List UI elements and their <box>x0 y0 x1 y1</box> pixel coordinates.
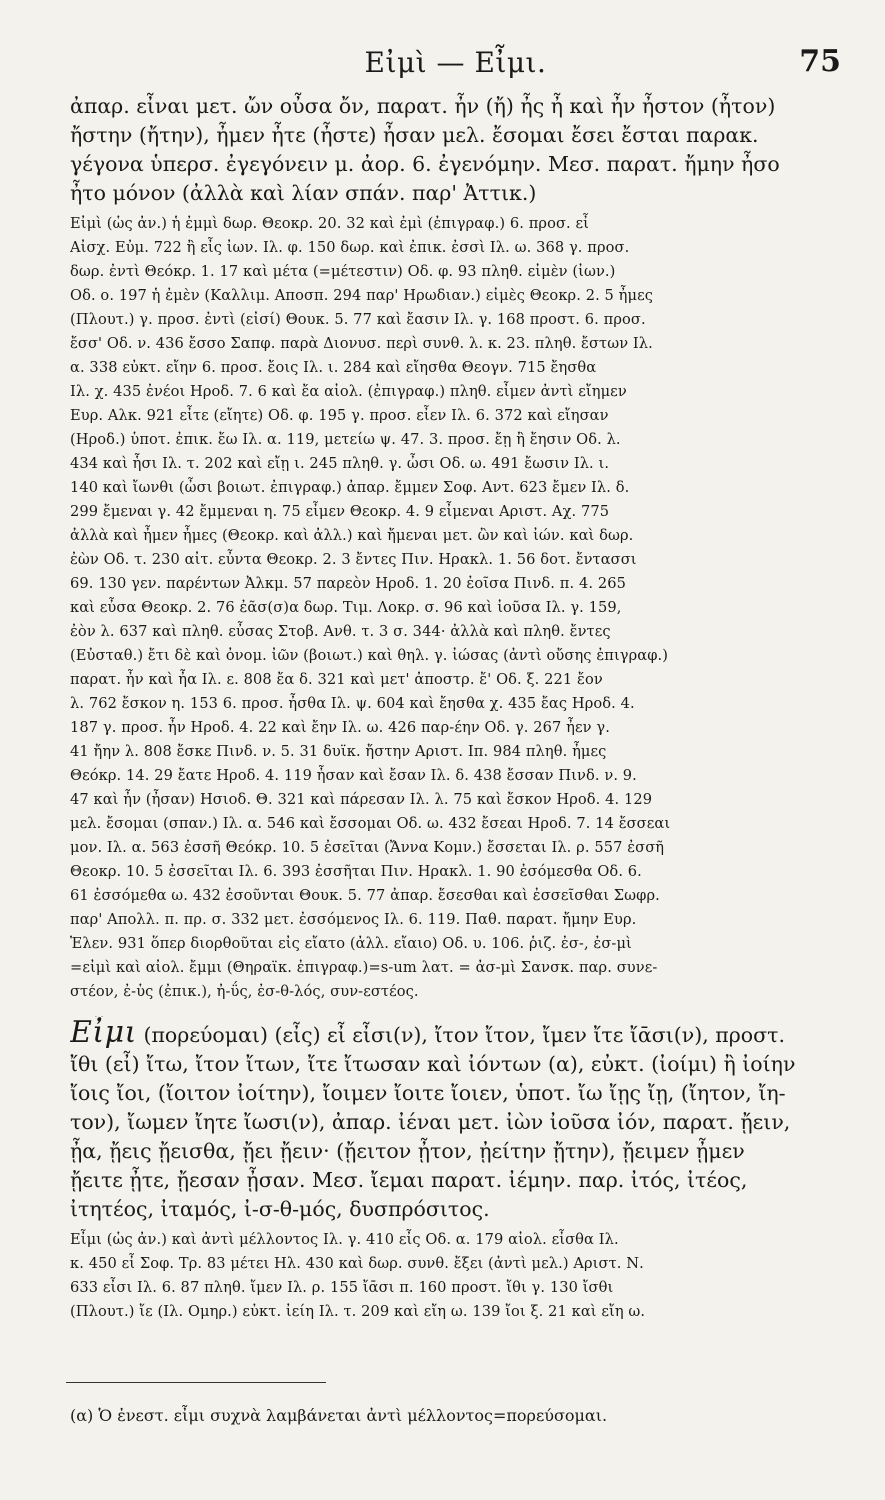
text-line: (πορεύομαι) (εἶς) εἶ εἶσι(ν), ἴτον ἴτον, ἴμεν ἴτε ἴᾱσι(ν), προστ. <box>143 1023 785 1047</box>
text-line: 61 ἐσσόμεθα ω. 432 ἐσοῦνται Θουκ. 5. 77 ἀπαρ. ἔσεσθαι καὶ ἐσσεῖσθαι Σωφρ. <box>70 887 660 904</box>
headword: Εἶμι <box>70 1016 137 1050</box>
entry-eimi-be-conjugation <box>70 92 841 208</box>
text-line: παρατ. ἦν καὶ ἦα Ιλ. ε. 808 ἔα δ. 321 καὶ μετ' ἀποστρ. ἔ' Οδ. ξ. 221 ἔον <box>70 671 603 688</box>
entry-eimi-go-conjugation <box>70 1050 841 1224</box>
text-line: 434 καὶ ἧσι Ιλ. τ. 202 καὶ εἴῃ ι. 245 πληθ. γ. ὦσι Οδ. ω. 491 ἔωσιν Ιλ. ι. <box>70 455 610 472</box>
page-header <box>70 40 841 92</box>
entry-eimi-go-notes <box>70 1228 841 1324</box>
text-line: 299 ἔμεναι γ. 42 ἔμμεναι η. 75 εἶμεν Θεοκρ. 4. 9 εἶμεναι Αριστ. Αχ. 775 <box>70 503 610 520</box>
footnote-rule <box>66 1382 326 1383</box>
text-line: Θεοκρ. 10. 5 ἐσσεῖται Ιλ. 6. 393 ἐσσῆται Πιν. Ηρακλ. 1. 90 ἐσόμεσθα Οδ. 6. <box>70 863 642 880</box>
text-line: (Πλουτ.) ἴε (Ιλ. Ομηρ.) εὐκτ. ἰείη Ιλ. τ. 209 καὶ εἴη ω. 139 ἴοι ξ. 21 καὶ εἴη ω. <box>70 1303 646 1320</box>
entry-eimi-be <box>70 92 841 1004</box>
text-line: 140 καὶ ἴωνθι (ὦσι βοιωτ. ἐπιγραφ.) ἀπαρ. ἔμμεν Σοφ. Αντ. 623 ἔμεν Ιλ. δ. <box>70 479 630 496</box>
text-line: Θεόκρ. 14. 29 ἔατε Ηροδ. 4. 119 ἦσαν καὶ ἔσαν Ιλ. δ. 438 ἔσσαν Πινδ. ν. 9. <box>70 767 637 784</box>
text-line: ἦτο μόνον (ἀλλὰ καὶ λίαν σπάν. παρ' Ἀττικ.) <box>70 181 537 205</box>
entry-eimi-be-notes <box>70 212 841 1004</box>
text-line: τον), ἴωμεν ἴητε ἴωσι(ν), ἀπαρ. ἰέναι μετ. ἰὼν ἰοῦσα ἰόν, παρατ. ᾔειν, <box>70 1110 791 1134</box>
text-line: ἐὸν λ. 637 καὶ πληθ. εὖσας Στοβ. Ανθ. τ. 3 σ. 344· ἀλλὰ καὶ πληθ. ἔντες <box>70 623 611 640</box>
text-line: ἀπαρ. εἶναι μετ. ὤν οὖσα ὄν, παρατ. ἦν (ἤ) ἦς ἦ καὶ ἦν ἦστον (ἦτον) <box>70 94 776 118</box>
text-line: λ. 762 ἔσκον η. 153 6. προσ. ἦσθα Ιλ. ψ. 604 καὶ ἔησθα χ. 435 ἔας Ηροδ. 4. <box>70 695 635 712</box>
text-line: ἴθι (εἶ) ἴτω, ἴτον ἴτων, ἴτε ἴτωσαν καὶ ἰόντων (α), εὐκτ. (ἰοίμι) ἢ ἰοίην <box>70 1052 796 1076</box>
footnote-text: Ὁ ἐνεστ. εἶμι συχνὰ λαμβάνεται ἀντὶ μέλλοντος=πορεύσομαι. <box>98 1406 608 1425</box>
page-number: 75 <box>799 44 841 79</box>
text-line: ἰτητέος, ἰταμός, ἰ-σ-θ-μός, δυσπρόσιτος. <box>70 1197 490 1221</box>
text-line: στέον, ἐ-ὑς (ἐπικ.), ἠ-ΰς, ἐσ-θ-λός, συν-εστέος. <box>70 983 419 1000</box>
text-line: 187 γ. προσ. ἦν Ηροδ. 4. 22 καὶ ἔην Ιλ. ω. 426 παρ-έην Οδ. γ. 267 ἦεν γ. <box>70 719 610 736</box>
text-line: =εἰμὶ καὶ αἰολ. ἔμμι (Θηραϊκ. ἐπιγραφ.)=s-um λατ. = ἀσ-μὶ Σανσκ. παρ. συνε- <box>70 959 658 976</box>
text-line: ἴοις ἴοι, (ἴοιτον ἰοίτην), ἴοιμεν ἴοιτε ἴοιεν, ὑποτ. ἴω ἴῃς ἴῃ, (ἴητον, ἴη- <box>70 1081 786 1105</box>
entry-eimi-go <box>70 1016 841 1324</box>
text-line: 47 καὶ ἦν (ἦσαν) Ησιοδ. Θ. 321 καὶ πάρεσαν Ιλ. λ. 75 καὶ ἔσκον Ηροδ. 4. 129 <box>70 791 653 808</box>
entry-eimi-go-first-line <box>70 1016 841 1050</box>
footnote-marker: (α) <box>70 1406 94 1425</box>
text-line: 633 εἶσι Ιλ. 6. 87 πληθ. ἴμεν Ιλ. ρ. 155 ἴᾱσι π. 160 προστ. ἴθι γ. 130 ἴσθι <box>70 1279 614 1296</box>
text-line: 41 ἤην λ. 808 ἔσκε Πινδ. ν. 5. 31 δυϊκ. ἤστην Αριστ. Ιπ. 984 πληθ. ἦμες <box>70 743 607 760</box>
text-line: κ. 450 εἶ Σοφ. Τρ. 83 μέτει Ηλ. 430 καὶ δωρ. συνθ. ἔξει (ἀντὶ μελ.) Αριστ. Ν. <box>70 1255 644 1272</box>
text-line: (Ηροδ.) ὑποτ. ἐπικ. ἔω Ιλ. α. 119, μετείω ψ. 47. 3. προσ. ἔῃ ἢ ἔησιν Οδ. λ. <box>70 431 621 448</box>
text-line: μον. Ιλ. α. 563 ἐσσῆ Θεόκρ. 10. 5 ἐσεῖται (Ἄννα Κομν.) ἔσσεται Ιλ. ρ. 557 ἐσσῆ <box>70 839 665 856</box>
text-line: μελ. ἔσομαι (σπαν.) Ιλ. α. 546 καὶ ἔσσομαι Οδ. ω. 432 ἔσεαι Ηροδ. 7. 14 ἔσσεαι <box>70 815 671 832</box>
text-line: καὶ εὖσα Θεοκρ. 2. 76 ἐᾶσ(σ)α δωρ. Τιμ. Λοκρ. σ. 96 καὶ ἰοῦσα Ιλ. γ. 159, <box>70 599 622 616</box>
text-line: (Εὐσταθ.) ἔτι δὲ καὶ ὀνομ. ἰῶν (βοιωτ.) καὶ θηλ. γ. ἰώσας (ἀντὶ οὔσης ἐπιγραφ.) <box>70 647 669 664</box>
text-line: ἀλλὰ καὶ ἦμεν ἦμες (Θεοκρ. καὶ ἀλλ.) καὶ ἤμεναι μετ. ὢν καὶ ἰών. καὶ δωρ. <box>70 527 634 544</box>
text-line: ᾖα, ᾔεις ᾔεισθα, ᾔει ᾔειν· (ᾔειτον ᾖτον, ᾐείτην ᾔτην), ᾔειμεν ᾖμεν <box>70 1139 745 1163</box>
text-line: δωρ. ἐντὶ Θεόκρ. 1. 17 καὶ μέτα (=μέτεστιν) Οδ. φ. 93 πληθ. εἰμὲν (ἰων.) <box>70 263 616 280</box>
text-line: (Πλουτ.) γ. προσ. ἐντὶ (εἰσί) Θουκ. 5. 77 καὶ ἔασιν Ιλ. γ. 168 προστ. 6. προσ. <box>70 311 646 328</box>
running-title: Εἰμὶ — Εἶμι. <box>364 46 547 79</box>
footnote <box>70 1405 841 1427</box>
text-line: α. 338 εὐκτ. εἴην 6. προσ. ἔοις Ιλ. ι. 284 καὶ εἴησθα Θεογν. 715 ἔησθα <box>70 359 597 376</box>
text-line: Εἶμι (ὡς ἀν.) καὶ ἀντὶ μέλλοντος Ιλ. γ. 410 εἶς Οδ. α. 179 αἰολ. εἶσθα Ιλ. <box>70 1231 619 1248</box>
text-line: Ευρ. Αλκ. 921 εἶτε (εἴητε) Οδ. φ. 195 γ. προσ. εἶεν Ιλ. 6. 372 καὶ εἴησαν <box>70 407 609 424</box>
text-line: ἔσσ' Οδ. ν. 436 ἔσσο Σαπφ. παρὰ Διονυσ. περὶ συνθ. λ. κ. 23. πληθ. ἔστων Ιλ. <box>70 335 653 352</box>
text-line: ἤστην (ἤτην), ἦμεν ἦτε (ἦστε) ἦσαν μελ. ἔσομαι ἔσει ἔσται παρακ. <box>70 123 759 147</box>
text-line: Οδ. ο. 197 ἡ ἐμὲν (Καλλιμ. Αποσπ. 294 παρ' Ηρωδιαν.) εἰμὲς Θεοκρ. 2. 5 ἦμες <box>70 287 654 304</box>
text-line: γέγονα ὑπερσ. ἐγεγόνειν μ. ἀορ. 6. ἐγενόμην. Μεσ. παρατ. ἤμην ἦσο <box>70 152 780 176</box>
text-line: Ιλ. χ. 435 ἐνέοι Ηροδ. 7. 6 καὶ ἔα αἰολ. (ἐπιγραφ.) πληθ. εἶμεν ἀντὶ εἴημεν <box>70 383 627 400</box>
text-line: 69. 130 γεν. παρέντων Ἀλκμ. 57 παρεὸν Ηροδ. 1. 20 ἐοῖσα Πινδ. π. 4. 265 <box>70 575 626 592</box>
text-line: Εἰμὶ (ὡς ἀν.) ἡ ἐμμὶ δωρ. Θεοκρ. 20. 32 καὶ ἐμὶ (ἐπιγραφ.) 6. προσ. εἶ <box>70 215 589 232</box>
text-line: ἐὼν Οδ. τ. 230 αἰτ. εὖντα Θεοκρ. 2. 3 ἔντες Πιν. Ηρακλ. 1. 56 δοτ. ἔντασσι <box>70 551 637 568</box>
text-line: Αἰσχ. Εὐμ. 722 ἢ εἶς ἰων. Ιλ. φ. 150 δωρ. καὶ ἐπικ. ἐσσὶ Ιλ. ω. 368 γ. προσ. <box>70 239 630 256</box>
text-line: Ἑλεν. 931 ὅπερ διορθοῦται εἰς εἴατο (ἀλλ. εἴαιο) Οδ. υ. 106. ῥιζ. ἐσ-, ἐσ-μὶ <box>70 935 632 952</box>
text-line: παρ' Απολλ. π. πρ. σ. 332 μετ. ἐσσόμενος Ιλ. 6. 119. Παθ. παρατ. ἤμην Ευρ. <box>70 911 637 928</box>
text-line: ᾔειτε ᾖτε, ᾔεσαν ᾖσαν. Μεσ. ἴεμαι παρατ. ἰέμην. παρ. ἰτός, ἰτέος, <box>70 1168 748 1192</box>
